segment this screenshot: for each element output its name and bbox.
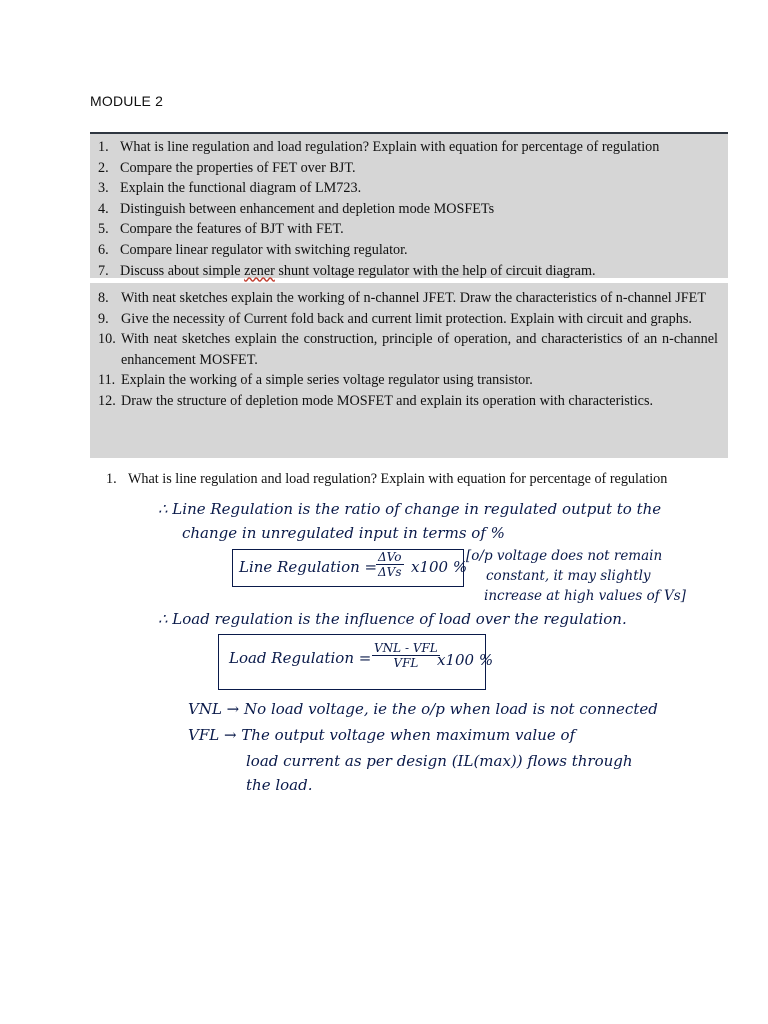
question-list-part2 [90,283,728,458]
side-note: constant, it may slightly [486,568,651,584]
spellcheck-word: zener [244,262,275,279]
question-text-part: Discuss about simple [120,262,245,279]
question-item [98,329,718,370]
handwritten-notes [100,492,740,812]
question-text-part: shunt voltage regulator with the help of circuit diagram. [274,262,596,279]
fraction-denominator: ΔVs [378,565,402,579]
question-text: Explain the working of a simple series voltage regulator using transistor. [121,372,533,389]
note-line: change in unregulated input in terms of % [182,524,505,542]
question-text: Compare linear regulator with switching regulator. [120,241,408,258]
question-number: 1. [98,139,109,155]
question-item [98,178,718,199]
definition-line: the load. [246,776,313,794]
definition-line: load current as per design (IL(max)) flows through [246,752,633,770]
question-text: What is line regulation and load regulation? Explain with equation for percentage of regulation [120,139,660,155]
fraction-numerator: ΔVo [376,550,404,565]
question-number: 1. [106,471,117,487]
question-text: Distinguish between enhancement and depletion mode MOSFETs [120,200,495,217]
question-text: Compare the features of BJT with FET. [120,221,344,238]
formula-tail: x100 % [437,651,494,669]
question-text: Explain the functional diagram of LM723. [120,180,362,197]
question-number: 5. [98,221,109,238]
question-text: With neat sketches explain the working of n-channel JFET. Draw the characteristics of n-channel JFET [121,290,706,306]
formula-label: Line Regulation = [239,558,378,576]
question-number: 3. [98,180,109,197]
question-text: With neat sketches explain the construction, principle of operation, and characteristics of an n-channel enhancement MOSFET. [121,331,718,368]
question-item [98,219,718,240]
load-regulation-formula [218,634,494,690]
question-number: 10. [98,331,116,348]
note-line: ∴ Load regulation is the influence of load over the regulation. [158,610,627,628]
fraction-denominator: VFL [393,656,419,670]
question-item [98,288,718,309]
formula-tail: x100 % [411,558,468,576]
question-number: 11. [98,372,116,389]
question-item [98,137,718,158]
fraction [376,550,404,579]
question-number: 4. [98,200,109,217]
side-note: [o/p voltage does not remain [466,548,663,564]
question-number: 9. [98,310,109,327]
note-line: ∴ Line Regulation is the ratio of change in regulated output to the [158,500,662,518]
question-item [98,391,718,412]
line-regulation-formula [232,549,468,587]
question-item [98,158,718,179]
module-title: MODULE 2 [90,93,164,109]
side-note: increase at high values of Vs] [484,588,686,604]
question-text: Give the necessity of Current fold back and current limit protection. Explain with circuit and graphs. [121,310,692,327]
question-number: 6. [98,241,109,258]
question-number: 12. [98,392,116,409]
question-number: 2. [98,159,109,176]
question-item [98,240,718,261]
question-text: What is line regulation and load regulation? Explain with equation for percentage of regulation [128,471,668,487]
question-item [98,370,718,391]
question-number: 8. [98,290,109,306]
fraction-numerator: VNL - VFL [374,641,438,655]
definition-line: VNL → No load voltage, ie the o/p when load is not connected [188,700,658,718]
question-item [98,309,718,330]
answer-question [106,471,726,488]
fraction [372,641,440,670]
question-list-part1 [90,132,728,278]
definition-line: VFL → The output voltage when maximum value of [188,726,576,744]
question-text: Draw the structure of depletion mode MOSFET and explain its operation with characteristics. [121,392,654,409]
formula-fraction [369,641,443,670]
question-item [98,199,718,220]
question-number: 7. [98,262,109,279]
formula-fraction [373,550,407,579]
formula-label: Load Regulation = [229,649,372,667]
question-item [98,261,718,282]
question-text: Compare the properties of FET over BJT. [120,159,356,176]
question-text [120,261,718,282]
